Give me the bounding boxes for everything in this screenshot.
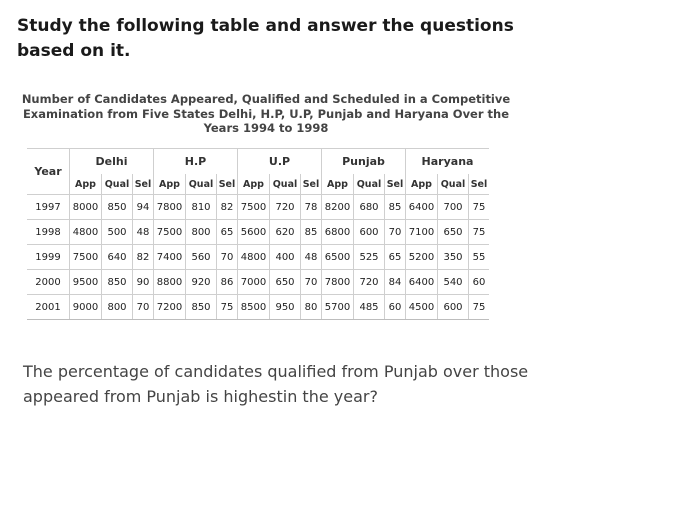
value-cell: 94 xyxy=(133,195,154,220)
state-header: Haryana xyxy=(406,149,490,175)
value-cell: 620 xyxy=(270,220,301,245)
value-cell: 86 xyxy=(217,270,238,295)
value-cell: 8500 xyxy=(238,295,270,320)
value-cell: 60 xyxy=(385,295,406,320)
value-cell: 65 xyxy=(385,245,406,270)
value-cell: 800 xyxy=(186,220,217,245)
value-cell: 700 xyxy=(438,195,469,220)
value-cell: 4800 xyxy=(238,245,270,270)
table-row xyxy=(27,195,489,220)
value-cell: 75 xyxy=(469,295,490,320)
value-cell: 350 xyxy=(438,245,469,270)
value-cell: 600 xyxy=(354,220,385,245)
value-cell: 7200 xyxy=(154,295,186,320)
value-cell: 680 xyxy=(354,195,385,220)
value-cell: 485 xyxy=(354,295,385,320)
value-cell: 7800 xyxy=(322,270,354,295)
sub-header: Sel xyxy=(301,174,322,195)
value-cell: 6500 xyxy=(322,245,354,270)
value-cell: 7100 xyxy=(406,220,438,245)
value-cell: 7500 xyxy=(70,245,102,270)
value-cell: 720 xyxy=(270,195,301,220)
value-cell: 9500 xyxy=(70,270,102,295)
sub-header: Sel xyxy=(133,174,154,195)
value-cell: 70 xyxy=(217,245,238,270)
value-cell: 82 xyxy=(133,245,154,270)
value-cell: 540 xyxy=(438,270,469,295)
value-cell: 5600 xyxy=(238,220,270,245)
value-cell: 48 xyxy=(301,245,322,270)
value-cell: 400 xyxy=(270,245,301,270)
value-cell: 920 xyxy=(186,270,217,295)
year-cell: 1998 xyxy=(27,220,70,245)
year-cell: 1997 xyxy=(27,195,70,220)
value-cell: 70 xyxy=(301,270,322,295)
value-cell: 80 xyxy=(301,295,322,320)
value-cell: 640 xyxy=(102,245,133,270)
value-cell: 800 xyxy=(102,295,133,320)
state-header: Punjab xyxy=(322,149,406,175)
value-cell: 65 xyxy=(217,220,238,245)
sub-header: Qual xyxy=(354,174,385,195)
sub-header: App xyxy=(154,174,186,195)
value-cell: 85 xyxy=(301,220,322,245)
table-row xyxy=(27,270,489,295)
value-cell: 70 xyxy=(133,295,154,320)
year-header: Year xyxy=(27,149,70,195)
value-cell: 90 xyxy=(133,270,154,295)
value-cell: 7500 xyxy=(154,220,186,245)
value-cell: 850 xyxy=(102,270,133,295)
value-cell: 500 xyxy=(102,220,133,245)
state-header: U.P xyxy=(238,149,322,175)
value-cell: 525 xyxy=(354,245,385,270)
sub-header: Qual xyxy=(102,174,133,195)
sub-header: App xyxy=(238,174,270,195)
sub-header: Qual xyxy=(438,174,469,195)
table-row xyxy=(27,295,489,320)
question-text: The percentage of candidates qualified from Punjab over those appeared from Punjab is highestin the year? xyxy=(23,362,529,406)
value-cell: 6400 xyxy=(406,270,438,295)
value-cell: 7800 xyxy=(154,195,186,220)
value-cell: 70 xyxy=(385,220,406,245)
sub-header: Qual xyxy=(186,174,217,195)
value-cell: 850 xyxy=(186,295,217,320)
value-cell: 55 xyxy=(469,245,490,270)
sub-header: Qual xyxy=(270,174,301,195)
value-cell: 950 xyxy=(270,295,301,320)
value-cell: 84 xyxy=(385,270,406,295)
question-heading: Study the following table and answer the questions based on it. xyxy=(17,16,514,61)
value-cell: 60 xyxy=(469,270,490,295)
state-header: H.P xyxy=(154,149,238,175)
year-cell: 2001 xyxy=(27,295,70,320)
value-cell: 6800 xyxy=(322,220,354,245)
value-cell: 75 xyxy=(469,195,490,220)
value-cell: 7000 xyxy=(238,270,270,295)
subheader-row xyxy=(27,174,489,195)
value-cell: 9000 xyxy=(70,295,102,320)
sub-header: App xyxy=(406,174,438,195)
sub-header: Sel xyxy=(469,174,490,195)
value-cell: 82 xyxy=(217,195,238,220)
value-cell: 720 xyxy=(354,270,385,295)
value-cell: 8800 xyxy=(154,270,186,295)
value-cell: 560 xyxy=(186,245,217,270)
table-body xyxy=(27,195,489,320)
sub-header: App xyxy=(322,174,354,195)
value-cell: 4500 xyxy=(406,295,438,320)
value-cell: 85 xyxy=(385,195,406,220)
value-cell: 78 xyxy=(301,195,322,220)
state-header: Delhi xyxy=(70,149,154,175)
table-caption: Number of Candidates Appeared, Qualified and Scheduled in a Competitive Examination from Five States Delhi, H.P, U.P, Punjab and Haryana Over the Years 1994 to 1998 xyxy=(21,92,511,135)
year-cell: 2000 xyxy=(27,270,70,295)
value-cell: 7500 xyxy=(238,195,270,220)
value-cell: 850 xyxy=(102,195,133,220)
value-cell: 5700 xyxy=(322,295,354,320)
value-cell: 5200 xyxy=(406,245,438,270)
table-row xyxy=(27,220,489,245)
value-cell: 810 xyxy=(186,195,217,220)
data-table xyxy=(27,148,489,320)
value-cell: 48 xyxy=(133,220,154,245)
year-cell: 1999 xyxy=(27,245,70,270)
value-cell: 8200 xyxy=(322,195,354,220)
state-header-row xyxy=(27,149,489,175)
value-cell: 4800 xyxy=(70,220,102,245)
sub-header: App xyxy=(70,174,102,195)
value-cell: 650 xyxy=(270,270,301,295)
value-cell: 650 xyxy=(438,220,469,245)
value-cell: 6400 xyxy=(406,195,438,220)
value-cell: 75 xyxy=(469,220,490,245)
value-cell: 600 xyxy=(438,295,469,320)
sub-header: Sel xyxy=(385,174,406,195)
table-row xyxy=(27,245,489,270)
value-cell: 7400 xyxy=(154,245,186,270)
value-cell: 75 xyxy=(217,295,238,320)
value-cell: 8000 xyxy=(70,195,102,220)
sub-header: Sel xyxy=(217,174,238,195)
